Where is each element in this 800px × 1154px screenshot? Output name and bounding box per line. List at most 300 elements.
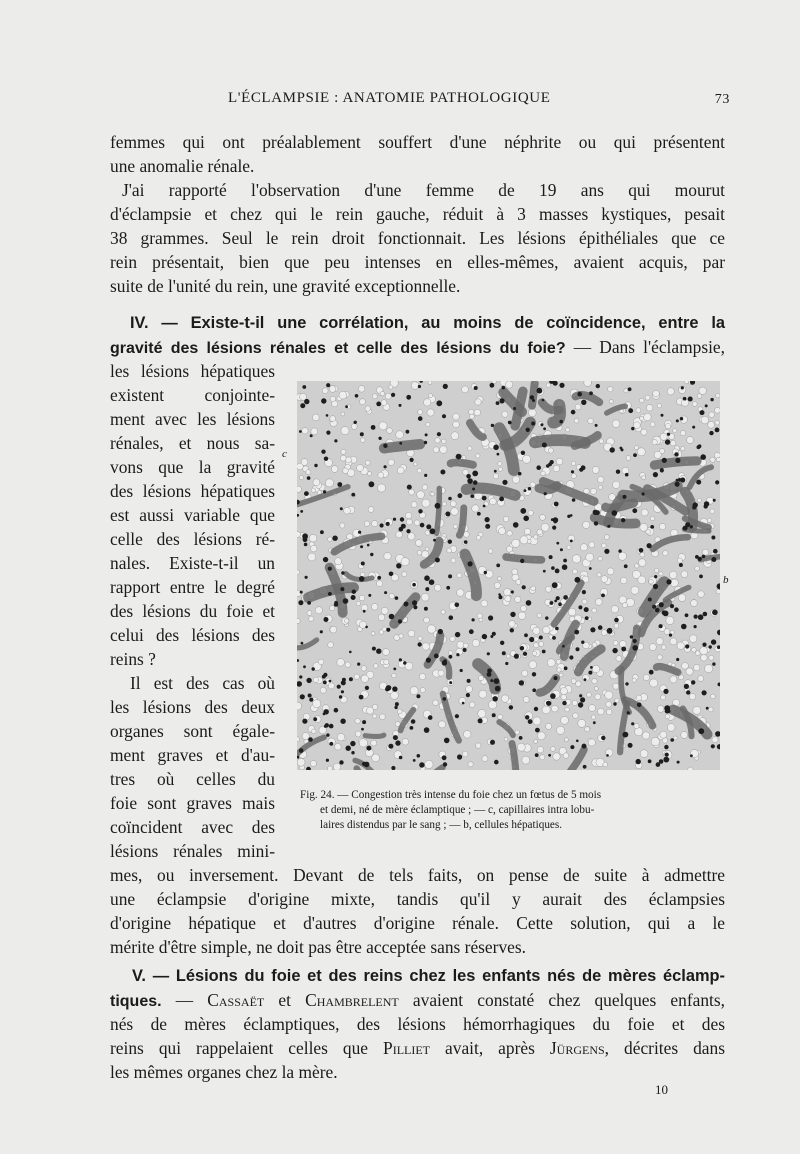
nucleus-dot [532, 672, 536, 676]
hepatic-cell [498, 462, 502, 466]
nucleus-dot [542, 443, 547, 448]
nucleus-dot [706, 707, 709, 710]
hepatic-cell [654, 451, 661, 458]
nucleus-dot [332, 536, 337, 541]
nucleus-dot [407, 485, 412, 490]
nucleus-dot [665, 753, 669, 757]
nucleus-dot [485, 517, 490, 522]
hepatic-cell [533, 627, 540, 634]
nucleus-dot [528, 487, 531, 490]
hepatic-cell [411, 502, 417, 508]
nucleus-dot [482, 634, 487, 639]
nucleus-dot [710, 398, 713, 401]
nucleus-dot [464, 540, 468, 544]
nucleus-dot [389, 614, 395, 620]
hepatic-cell [592, 608, 597, 613]
nucleus-dot [442, 414, 446, 418]
nucleus-dot [681, 386, 684, 389]
hepatic-cell [374, 664, 379, 669]
nucleus-dot [350, 741, 355, 746]
hepatic-cell [657, 655, 662, 660]
hepatic-cell [669, 571, 677, 579]
nucleus-dot [604, 549, 609, 554]
nucleus-dot [570, 745, 574, 749]
nucleus-dot [695, 555, 699, 559]
nucleus-dot [418, 416, 423, 421]
hepatic-cell [468, 762, 473, 767]
capillary-streak [532, 384, 535, 406]
hepatic-cell [716, 457, 720, 461]
hepatic-cell [410, 687, 418, 695]
nucleus-dot [482, 496, 487, 501]
nucleus-dot [406, 430, 410, 434]
hepatic-cell [365, 406, 370, 411]
hepatic-cell [598, 708, 605, 715]
nucleus-dot [323, 713, 326, 716]
nucleus-dot [301, 642, 304, 645]
nucleus-dot [639, 548, 644, 553]
nucleus-dot [589, 567, 592, 570]
nucleus-dot [399, 658, 402, 661]
nucleus-dot [380, 523, 384, 527]
nucleus-dot [300, 403, 305, 408]
hepatic-cell [469, 702, 475, 708]
hepatic-cell [442, 439, 447, 444]
hepatic-cell [546, 723, 552, 729]
hepatic-cell [534, 739, 538, 743]
hepatic-cell [309, 616, 314, 621]
nucleus-dot [425, 587, 429, 591]
hepatic-cell [556, 458, 563, 465]
hepatic-cell [566, 428, 570, 432]
hepatic-cell [425, 530, 430, 535]
hepatic-cell [705, 665, 713, 673]
nucleus-dot [685, 613, 689, 617]
hepatic-cell [357, 464, 364, 471]
hepatic-cell [624, 389, 628, 393]
nucleus-dot [623, 495, 627, 499]
body-line: reins ? [110, 649, 156, 669]
hepatic-cell [310, 545, 317, 552]
nucleus-dot [552, 636, 556, 640]
hepatic-cell [601, 576, 608, 583]
nucleus-dot [404, 602, 409, 607]
hepatic-cell [373, 714, 377, 718]
nucleus-dot [321, 450, 325, 454]
nucleus-dot [467, 679, 471, 683]
capillary-streak [365, 735, 384, 736]
nucleus-dot [323, 681, 327, 685]
hepatic-cell [678, 594, 686, 602]
nucleus-dot [579, 468, 583, 472]
nucleus-dot [334, 708, 339, 713]
hepatic-cell [677, 642, 684, 649]
hepatic-cell [428, 394, 432, 398]
hepatic-cell [620, 577, 627, 584]
signature-mark: 10 [655, 1082, 668, 1097]
nucleus-dot [304, 399, 309, 404]
nucleus-dot [396, 563, 401, 568]
nucleus-dot [627, 711, 630, 714]
nucleus-dot [363, 610, 366, 613]
author-name: Pilliet [383, 1038, 431, 1058]
hepatic-cell [661, 645, 666, 650]
hepatic-cell [518, 612, 526, 620]
nucleus-dot [313, 717, 317, 721]
hepatic-cell [595, 694, 601, 700]
hepatic-cell [573, 713, 579, 719]
hepatic-cell [665, 714, 670, 719]
nucleus-dot [679, 563, 683, 567]
nucleus-dot [413, 605, 417, 609]
nucleus-dot [526, 600, 532, 606]
nucleus-dot [632, 508, 637, 513]
nucleus-dot [680, 417, 683, 420]
hepatic-cell [693, 706, 701, 714]
hepatic-cell [599, 439, 604, 444]
nucleus-dot [594, 521, 598, 525]
nucleus-dot [309, 698, 313, 702]
body-line: rapport entre le degré [110, 577, 275, 597]
hepatic-cell [469, 409, 474, 414]
hepatic-cell [571, 474, 576, 479]
hepatic-cell [527, 539, 531, 543]
hepatic-cell [335, 744, 342, 751]
hepatic-cell [646, 405, 653, 412]
hepatic-cell [302, 428, 308, 434]
nucleus-dot [362, 720, 366, 724]
nucleus-dot [637, 703, 642, 708]
figure-caption [300, 788, 720, 833]
nucleus-dot [393, 735, 398, 740]
hepatic-cell [691, 600, 698, 607]
nucleus-dot [554, 676, 558, 680]
nucleus-dot [674, 452, 678, 456]
hepatic-cell [397, 467, 404, 474]
hepatic-cell [631, 586, 639, 594]
hepatic-cell [311, 488, 315, 492]
nucleus-dot [367, 544, 370, 547]
hepatic-cell [427, 409, 434, 416]
nucleus-dot [631, 722, 634, 725]
hepatic-cell [481, 600, 488, 607]
hepatic-cell [341, 449, 346, 454]
hepatic-cell [522, 670, 528, 676]
nucleus-dot [395, 596, 399, 600]
hepatic-cell [613, 481, 620, 488]
hepatic-cell [378, 614, 385, 621]
hepatic-cell [626, 456, 631, 461]
hepatic-cell [539, 642, 544, 647]
hepatic-cell [603, 762, 608, 767]
hepatic-cell [585, 727, 590, 732]
nucleus-dot [567, 515, 570, 518]
hepatic-cell [340, 523, 345, 528]
nucleus-dot [446, 586, 450, 590]
nucleus-dot [663, 689, 668, 694]
hepatic-cell [543, 626, 550, 633]
hepatic-cell [380, 714, 386, 720]
hepatic-cell [366, 707, 373, 714]
hepatic-cell [442, 502, 446, 506]
hepatic-cell [667, 388, 674, 395]
hepatic-cell [499, 528, 506, 535]
nucleus-dot [442, 755, 447, 760]
nucleus-dot [709, 645, 712, 648]
nucleus-dot [700, 410, 705, 415]
nucleus-dot [372, 647, 376, 651]
hepatic-cell [501, 695, 508, 702]
hepatic-cell [650, 422, 655, 427]
nucleus-dot [326, 759, 329, 762]
nucleus-dot [551, 566, 555, 570]
nucleus-dot [670, 738, 674, 742]
nucleus-dot [531, 422, 535, 426]
nucleus-dot [443, 659, 447, 663]
nucleus-dot [514, 654, 519, 659]
hepatic-cell [451, 558, 456, 563]
hepatic-cell [520, 536, 528, 544]
hepatic-cell [592, 642, 597, 647]
nucleus-dot [428, 715, 433, 720]
nucleus-dot [595, 424, 598, 427]
hepatic-cell [634, 422, 641, 429]
hepatic-cell [601, 630, 607, 636]
nucleus-dot [607, 628, 613, 634]
nucleus-dot [692, 426, 695, 429]
hepatic-cell [520, 606, 526, 612]
hepatic-cell [494, 582, 500, 588]
hepatic-cell [409, 489, 415, 495]
hepatic-cell [384, 553, 391, 560]
nucleus-dot [328, 567, 332, 571]
hepatic-cell [419, 673, 425, 679]
hepatic-cell [645, 395, 650, 400]
hepatic-cell [351, 424, 357, 430]
hepatic-cell [457, 573, 462, 578]
nucleus-dot [523, 652, 527, 656]
nucleus-dot [596, 384, 600, 388]
hepatic-cell [589, 705, 596, 712]
hepatic-cell [606, 701, 612, 707]
hepatic-cell [507, 531, 512, 536]
hepatic-cell [331, 466, 338, 473]
nucleus-dot [653, 584, 658, 589]
nucleus-dot [306, 678, 311, 683]
nucleus-dot [526, 428, 530, 432]
nucleus-dot [412, 720, 415, 723]
nucleus-dot [676, 479, 679, 482]
nucleus-dot [343, 598, 349, 604]
hepatic-cell [651, 737, 659, 745]
hepatic-cell [650, 516, 655, 521]
hepatic-cell [598, 557, 602, 561]
nucleus-dot [590, 627, 595, 632]
hepatic-cell [440, 446, 448, 454]
nucleus-dot [448, 497, 452, 501]
nucleus-dot [642, 492, 645, 495]
nucleus-dot [488, 615, 493, 620]
nucleus-dot [490, 740, 495, 745]
nucleus-dot [675, 482, 680, 487]
hepatic-cell [512, 539, 520, 547]
nucleus-dot [376, 402, 381, 407]
hepatic-cell [417, 550, 422, 555]
hepatic-cell [613, 640, 618, 645]
hepatic-cell [479, 690, 487, 698]
nucleus-dot [698, 444, 702, 448]
nucleus-dot [468, 561, 473, 566]
body-text: — [161, 990, 208, 1010]
nucleus-dot [562, 701, 566, 705]
nucleus-dot [511, 590, 514, 593]
nucleus-dot [466, 693, 470, 697]
nucleus-dot [688, 397, 693, 402]
hepatic-cell [642, 732, 649, 739]
hepatic-cell [700, 647, 708, 655]
nucleus-dot [449, 655, 453, 659]
nucleus-dot [554, 502, 559, 507]
nucleus-dot [341, 571, 344, 574]
nucleus-dot [305, 576, 308, 579]
page-number: 73 [714, 92, 730, 107]
nucleus-dot [410, 458, 414, 462]
hepatic-cell [312, 414, 319, 421]
caption-line: et demi, né de mère éclamptique ; — c, capillaires intra lobu- [320, 804, 595, 816]
hepatic-cell [297, 758, 305, 766]
body-line: ment graves et d'au- [110, 745, 275, 765]
body-line: nés de mères éclamptiques, des lésions hémorrhagiques du foie et des [110, 1014, 725, 1034]
hepatic-cell [327, 766, 332, 770]
hepatic-cell [504, 737, 508, 741]
hepatic-cell [563, 753, 569, 759]
nucleus-dot [650, 525, 654, 529]
hepatic-cell [634, 446, 638, 450]
nucleus-dot [535, 728, 540, 733]
nucleus-dot [443, 384, 448, 389]
hepatic-cell [451, 508, 459, 516]
nucleus-dot [462, 702, 465, 705]
hepatic-cell [711, 694, 716, 699]
nucleus-dot [433, 539, 436, 542]
nucleus-dot [524, 633, 528, 637]
hepatic-cell [310, 761, 316, 767]
capillary-streak [512, 744, 517, 771]
nucleus-dot [584, 607, 589, 612]
nucleus-dot [449, 615, 454, 620]
nucleus-dot [304, 543, 308, 547]
nucleus-dot [323, 673, 327, 677]
nucleus-dot [496, 564, 500, 568]
nucleus-dot [676, 658, 679, 661]
hepatic-cell [477, 613, 482, 618]
hepatic-cell [345, 662, 350, 667]
nucleus-dot [320, 530, 324, 534]
hepatic-cell [699, 387, 706, 394]
figure-label-b: b [723, 574, 729, 586]
nucleus-dot [329, 724, 334, 729]
body-line: une éclampsie d'origine mixte, tandis qu'il y aurait des éclampsies [110, 889, 725, 909]
nucleus-dot [519, 680, 524, 685]
nucleus-dot [429, 579, 435, 585]
nucleus-dot [663, 757, 669, 763]
hepatic-cell [556, 659, 561, 664]
nucleus-dot [445, 512, 450, 517]
hepatic-cell [474, 409, 481, 416]
nucleus-dot [424, 441, 427, 444]
hepatic-cell [695, 566, 700, 571]
hepatic-cell [433, 447, 439, 453]
hepatic-cell [697, 498, 701, 502]
hepatic-cell [408, 533, 415, 540]
nucleus-dot [470, 494, 474, 498]
hepatic-cell [681, 447, 685, 451]
hepatic-cell [435, 438, 440, 443]
nucleus-dot [456, 653, 459, 656]
nucleus-dot [467, 478, 473, 484]
nucleus-dot [550, 601, 554, 605]
hepatic-cell [708, 707, 713, 712]
body-line: des lésions du foie et [110, 601, 275, 621]
hepatic-cell [528, 409, 536, 417]
hepatic-cell [488, 701, 496, 709]
hepatic-cell [502, 411, 508, 417]
nucleus-dot [354, 421, 357, 424]
hepatic-cell [636, 408, 641, 413]
nucleus-dot [386, 628, 390, 632]
hepatic-cell [340, 455, 346, 461]
hepatic-cell [361, 675, 369, 683]
body-text: — Dans l'éclampsie, [565, 337, 725, 357]
body-line: Il est des cas où [130, 673, 275, 693]
hepatic-cell [670, 676, 677, 683]
hepatic-cell [399, 634, 403, 638]
nucleus-dot [711, 557, 716, 562]
nucleus-dot [601, 594, 605, 598]
nucleus-dot [712, 610, 718, 616]
nucleus-dot [329, 680, 332, 683]
nucleus-dot [416, 694, 420, 698]
hepatic-cell [534, 637, 539, 642]
nucleus-dot [496, 401, 500, 405]
hepatic-cell [372, 394, 377, 399]
hepatic-cell [417, 468, 422, 473]
hepatic-cell [421, 593, 429, 601]
hepatic-cell [531, 586, 536, 591]
author-name: Chambrelent [305, 990, 399, 1010]
nucleus-dot [674, 607, 679, 612]
hepatic-cell [377, 581, 383, 587]
hepatic-cell [313, 479, 320, 486]
hepatic-cell [355, 731, 361, 737]
nucleus-dot [518, 472, 522, 476]
nucleus-dot [420, 523, 425, 528]
nucleus-dot [530, 395, 534, 399]
hepatic-cell [453, 413, 460, 420]
caption-line: Fig. 24. — Congestion très intense du foie chez un fœtus de 5 mois [300, 789, 602, 801]
hepatic-cell [330, 396, 336, 402]
hepatic-cell [387, 428, 393, 434]
hepatic-cell [565, 707, 570, 712]
hepatic-cell [378, 472, 384, 478]
hepatic-cell [512, 569, 518, 575]
hepatic-cell [657, 706, 664, 713]
hepatic-cell [708, 421, 715, 428]
nucleus-dot [544, 492, 547, 495]
hepatic-cell [710, 457, 715, 462]
hepatic-cell [383, 649, 390, 656]
nucleus-dot [425, 433, 428, 436]
